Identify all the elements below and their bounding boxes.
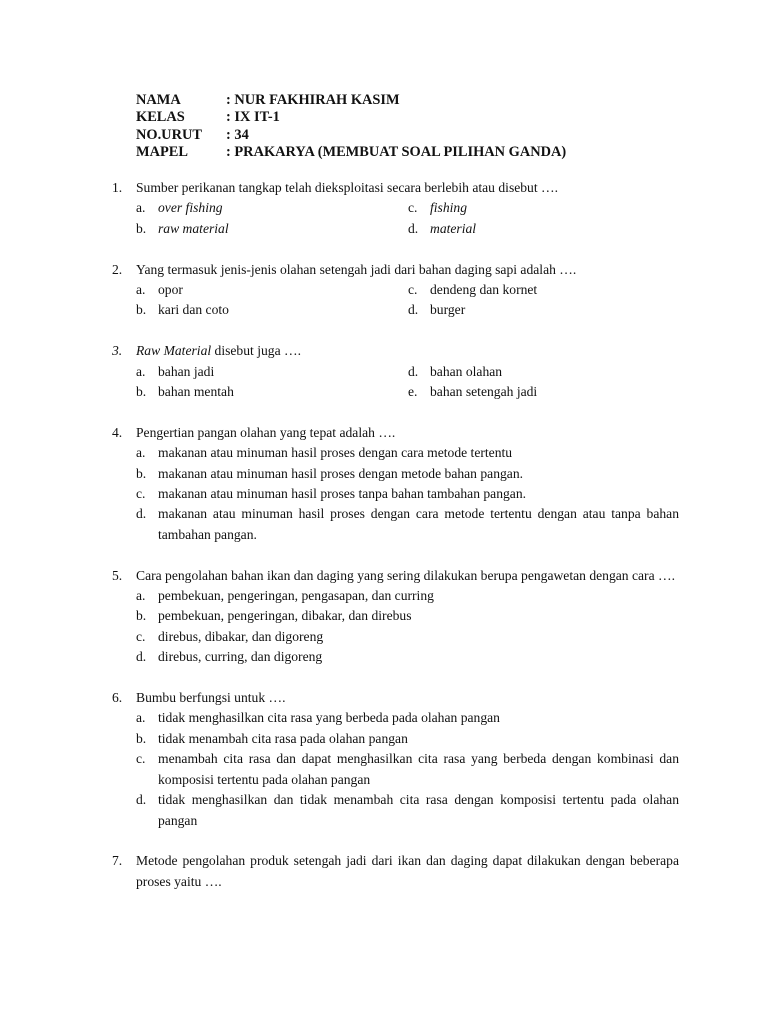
option-b bbox=[136, 382, 408, 402]
header-label: MAPEL bbox=[136, 143, 188, 160]
option-d bbox=[136, 647, 679, 667]
option-text: makanan atau minuman hasil proses dengan cara metode tertentu dengan atau tanpa bahan tambahan pangan. bbox=[158, 506, 679, 542]
option-text: makanan atau minuman hasil proses tanpa bahan tambahan pangan. bbox=[158, 486, 527, 502]
option-text: menambah cita rasa dan dapat menghasilkan cita rasa yang berbeda dengan kombinasi dan komposisi tertentu pada olahan pangan bbox=[158, 751, 679, 787]
option-letter: c. bbox=[136, 751, 146, 767]
option-d bbox=[408, 362, 679, 382]
option-letter: c. bbox=[136, 486, 146, 502]
header-label: NO.URUT bbox=[136, 126, 202, 143]
options-grid bbox=[136, 280, 679, 321]
header-value: : IX IT-1 bbox=[226, 109, 280, 126]
question-2 bbox=[112, 260, 679, 321]
option-text: kari dan coto bbox=[158, 302, 229, 318]
option-letter: c. bbox=[408, 200, 418, 216]
option-c bbox=[136, 484, 679, 504]
option-letter: d. bbox=[408, 363, 419, 379]
option-text: tidak menambah cita rasa pada olahan pangan bbox=[158, 730, 408, 746]
option-text: over fishing bbox=[158, 200, 223, 216]
question-text-italic: Raw Material bbox=[136, 343, 212, 359]
question-text: Bumbu berfungsi untuk …. bbox=[136, 690, 286, 706]
option-a bbox=[136, 443, 679, 463]
option-letter: a. bbox=[136, 445, 146, 461]
option-text: makanan atau minuman hasil proses dengan metode bahan pangan. bbox=[158, 465, 524, 481]
option-text: fishing bbox=[430, 200, 468, 216]
option-text: bahan olahan bbox=[430, 363, 503, 379]
header-row-kelas bbox=[136, 109, 566, 126]
option-letter: b. bbox=[136, 465, 147, 481]
question-6 bbox=[112, 688, 679, 831]
option-c bbox=[136, 749, 679, 790]
option-letter: b. bbox=[136, 608, 147, 624]
question-text bbox=[136, 341, 679, 361]
option-d bbox=[408, 219, 679, 239]
option-letter: b. bbox=[136, 302, 147, 318]
question-text: Cara pengolahan bahan ikan dan daging yang sering dilakukan berupa pengawetan dengan cara …. bbox=[136, 567, 676, 583]
options-list bbox=[136, 708, 679, 830]
option-b bbox=[136, 464, 679, 484]
option-text: dendeng dan kornet bbox=[430, 282, 538, 298]
question-number: 7. bbox=[112, 853, 123, 869]
option-d bbox=[136, 790, 679, 831]
question-number: 2. bbox=[112, 261, 123, 277]
question-text-rest: disebut juga …. bbox=[211, 343, 302, 359]
options-grid bbox=[136, 362, 679, 403]
option-a bbox=[136, 198, 408, 218]
option-letter: a. bbox=[136, 200, 146, 216]
option-text: direbus, curring, dan digoreng bbox=[158, 649, 323, 665]
header-value: : PRAKARYA (MEMBUAT SOAL PILIHAN GANDA) bbox=[226, 143, 567, 160]
option-b bbox=[136, 606, 679, 626]
question-3 bbox=[112, 341, 679, 402]
header-value: : 34 bbox=[226, 126, 249, 143]
option-letter: e. bbox=[408, 384, 418, 400]
option-c bbox=[136, 627, 679, 647]
header-row-nama bbox=[136, 92, 566, 109]
question-number: 4. bbox=[112, 424, 123, 440]
option-letter: d. bbox=[408, 220, 419, 236]
question-list bbox=[112, 178, 679, 913]
option-d bbox=[408, 300, 679, 320]
option-letter: c. bbox=[408, 282, 418, 298]
option-e bbox=[408, 382, 679, 402]
option-letter: a. bbox=[136, 588, 146, 604]
option-text: bahan mentah bbox=[158, 384, 234, 400]
option-d bbox=[136, 504, 679, 545]
header-label: NAMA bbox=[136, 92, 181, 108]
options-list bbox=[136, 443, 679, 545]
option-a bbox=[136, 586, 679, 606]
option-text: opor bbox=[158, 282, 183, 298]
question-number: 1. bbox=[112, 180, 123, 195]
option-letter: d. bbox=[136, 506, 147, 522]
question-number: 6. bbox=[112, 690, 123, 706]
option-letter: a. bbox=[136, 710, 146, 726]
option-letter: b. bbox=[136, 384, 147, 400]
option-letter: a. bbox=[136, 363, 146, 379]
question-text: Pengertian pangan olahan yang tepat adalah …. bbox=[136, 424, 396, 440]
question-number: 5. bbox=[112, 567, 123, 583]
student-info-header bbox=[136, 92, 566, 161]
header-value: : NUR FAKHIRAH KASIM bbox=[226, 92, 400, 108]
option-text: pembekuan, pengeringan, dibakar, dan direbus bbox=[158, 608, 412, 624]
question-5 bbox=[112, 566, 679, 668]
question-text: Metode pengolahan produk setengah jadi dari ikan dan daging dapat dilakukan dengan beberapa proses yaitu …. bbox=[136, 853, 679, 889]
option-letter: c. bbox=[136, 628, 146, 644]
question-7 bbox=[112, 851, 679, 892]
option-letter: d. bbox=[408, 302, 419, 318]
option-a bbox=[136, 708, 679, 728]
question-1 bbox=[112, 178, 679, 239]
option-text: makanan atau minuman hasil proses dengan cara metode tertentu bbox=[158, 445, 513, 461]
option-b bbox=[136, 729, 679, 749]
option-text: bahan setengah jadi bbox=[430, 384, 538, 400]
options-grid bbox=[136, 198, 679, 239]
question-number: 3. bbox=[112, 343, 123, 359]
question-text: Yang termasuk jenis-jenis olahan setengah jadi dari bahan daging sapi adalah …. bbox=[136, 261, 577, 277]
option-text: tidak menghasilkan cita rasa yang berbeda pada olahan pangan bbox=[158, 710, 500, 726]
question-4 bbox=[112, 423, 679, 545]
option-b bbox=[136, 300, 408, 320]
option-text: raw material bbox=[158, 220, 229, 236]
header-label: KELAS bbox=[136, 109, 185, 126]
option-c bbox=[408, 280, 679, 300]
header-row-mapel bbox=[136, 144, 566, 161]
option-text: tidak menghasilkan dan tidak menambah cita rasa dengan komposisi tertentu pada olahan pangan bbox=[158, 792, 679, 828]
option-a bbox=[136, 280, 408, 300]
option-b bbox=[136, 219, 408, 239]
option-text: material bbox=[430, 220, 477, 236]
option-c bbox=[408, 198, 679, 218]
option-letter: d. bbox=[136, 649, 147, 665]
option-letter: b. bbox=[136, 730, 147, 746]
option-a bbox=[136, 362, 408, 382]
option-text: pembekuan, pengeringan, pengasapan, dan curring bbox=[158, 588, 434, 604]
header-row-no-urut bbox=[136, 127, 566, 144]
option-letter: b. bbox=[136, 220, 147, 236]
option-letter: a. bbox=[136, 282, 146, 298]
question-text: Sumber perikanan tangkap telah dieksploitasi secara berlebih atau disebut …. bbox=[136, 180, 559, 195]
option-letter: d. bbox=[136, 792, 147, 808]
option-text: burger bbox=[430, 302, 466, 318]
option-text: direbus, dibakar, dan digoreng bbox=[158, 628, 324, 644]
options-list bbox=[136, 586, 679, 668]
option-text: bahan jadi bbox=[158, 363, 215, 379]
